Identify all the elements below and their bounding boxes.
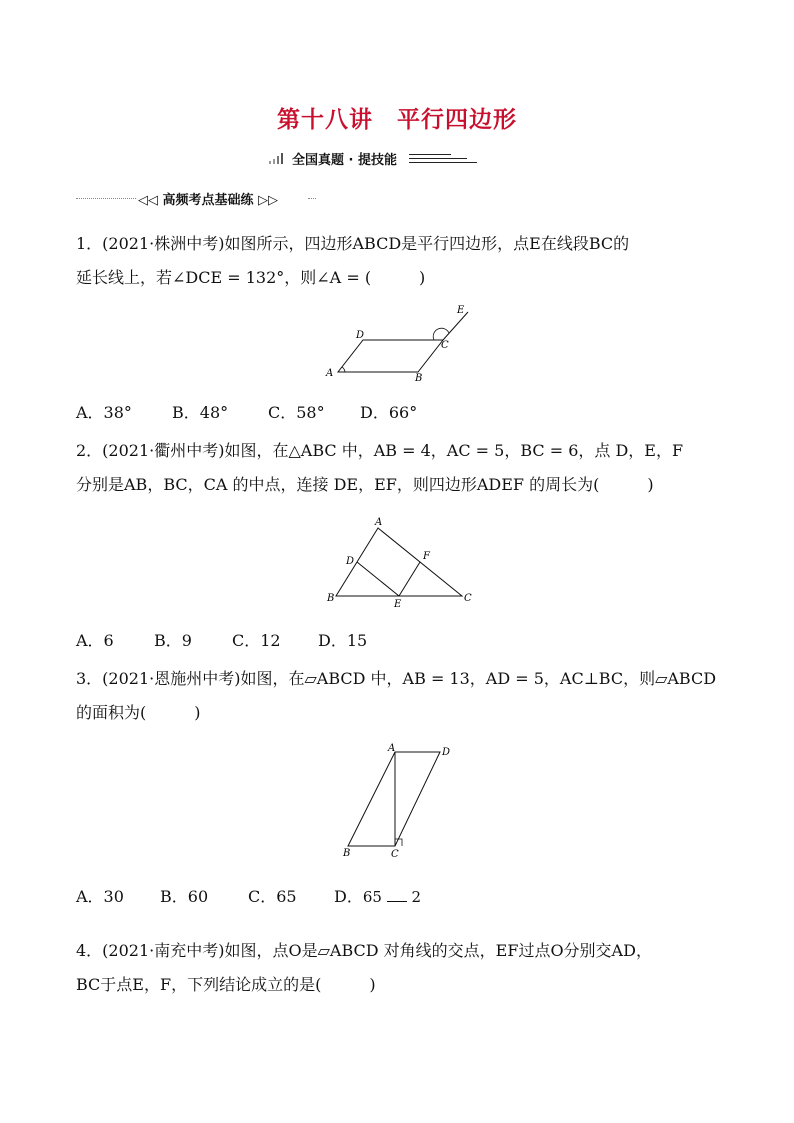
question-3-figure bbox=[330, 740, 470, 865]
choice-2a[interactable]: A．6 bbox=[76, 631, 114, 650]
triangle-abc bbox=[336, 528, 462, 596]
section-header bbox=[76, 188, 316, 208]
fraction-denominator: 2 bbox=[411, 888, 422, 906]
question-3-line-2: 的面积为( ) bbox=[76, 703, 201, 722]
question-2 bbox=[76, 434, 721, 502]
section-divider-right bbox=[308, 198, 316, 199]
label-D: D bbox=[442, 747, 451, 758]
question-3-choices bbox=[76, 874, 421, 916]
angle-dce-arc bbox=[433, 328, 449, 340]
bar-chart-icon bbox=[268, 152, 286, 164]
choice-3d-letter: D． bbox=[334, 886, 363, 906]
label-D: D bbox=[346, 556, 355, 567]
question-1-line-2: 延长线上，若∠DCE = 132°，则∠A = ( ) bbox=[76, 268, 426, 287]
question-2-figure bbox=[318, 512, 478, 612]
label-C: C bbox=[391, 849, 399, 860]
label-B: B bbox=[343, 848, 351, 859]
question-3 bbox=[76, 662, 721, 730]
label-A: A bbox=[326, 368, 334, 379]
question-4-line-1: 4．(2021·南充中考)如图，点O是▱ABCD 对角线的交点，EF过点O分别交AD， bbox=[76, 941, 652, 960]
fraction bbox=[363, 888, 421, 906]
choice-2b[interactable]: B．9 bbox=[154, 631, 192, 650]
choice-3a[interactable]: A．30 bbox=[76, 886, 124, 906]
segment-ef bbox=[399, 562, 420, 596]
page-title: 第十八讲 平行四边形 bbox=[277, 107, 517, 133]
question-1-choices bbox=[76, 400, 417, 423]
question-1-figure bbox=[318, 300, 478, 390]
choice-1a[interactable]: A．38° bbox=[76, 403, 132, 422]
question-1-line-1: 1．(2021·株洲中考)如图所示，四边形ABCD是平行四边形，点E在线段BC的 bbox=[76, 234, 630, 253]
question-2-line-2: 分别是AB，BC，CA 的中点，连接 DE，EF，则四边形ADEF 的周长为( ) bbox=[76, 475, 654, 494]
question-4-line-2: BC于点E，F，下列结论成立的是( ) bbox=[76, 975, 376, 994]
choice-2d[interactable]: D．15 bbox=[318, 631, 368, 650]
question-1 bbox=[76, 227, 721, 295]
label-B: B bbox=[415, 373, 423, 384]
label-D: D bbox=[356, 330, 365, 341]
section-divider-left bbox=[76, 198, 136, 199]
fraction-numerator: 65 bbox=[362, 888, 382, 906]
fraction-bar bbox=[387, 901, 407, 902]
choice-2c[interactable]: C．12 bbox=[232, 631, 281, 650]
question-2-line-1: 2．(2021·衢州中考)如图，在△ABC 中，AB = 4，AC = 5，BC = 6，点 D，E，F bbox=[76, 441, 684, 460]
question-2-choices bbox=[76, 628, 367, 651]
extension-line-ce bbox=[443, 312, 468, 340]
choice-1d[interactable]: D．66° bbox=[360, 403, 418, 422]
subtitle-decoration bbox=[409, 154, 477, 162]
label-C: C bbox=[464, 593, 472, 604]
subtitle bbox=[268, 147, 477, 169]
label-A: A bbox=[375, 517, 383, 528]
label-E: E bbox=[457, 305, 465, 316]
label-A: A bbox=[388, 743, 396, 754]
question-3-line-1: 3．(2021·恩施州中考)如图，在▱ABCD 中，AB = 13，AD = 5，AC⊥BC，则▱ABCD bbox=[76, 669, 717, 688]
choice-1c[interactable]: C．58° bbox=[268, 403, 325, 422]
angle-a-arc bbox=[342, 367, 345, 372]
choice-3b[interactable]: B．60 bbox=[160, 886, 209, 906]
choice-3c[interactable]: C．65 bbox=[248, 886, 297, 906]
subtitle-text: 全国真题 · 提技能 bbox=[292, 152, 397, 168]
label-C: C bbox=[441, 340, 449, 351]
label-E: E bbox=[394, 599, 402, 610]
label-B: B bbox=[327, 593, 335, 604]
question-4 bbox=[76, 934, 721, 1002]
section-label: ◁◁ 高频考点基础练 ▷▷ bbox=[138, 193, 279, 208]
label-F: F bbox=[423, 551, 430, 562]
choice-3d[interactable] bbox=[334, 884, 421, 907]
segment-de bbox=[357, 562, 399, 596]
choice-1b[interactable]: B．48° bbox=[172, 403, 229, 422]
parallelogram-abcd bbox=[348, 752, 440, 846]
parallelogram-abcd bbox=[338, 340, 443, 372]
